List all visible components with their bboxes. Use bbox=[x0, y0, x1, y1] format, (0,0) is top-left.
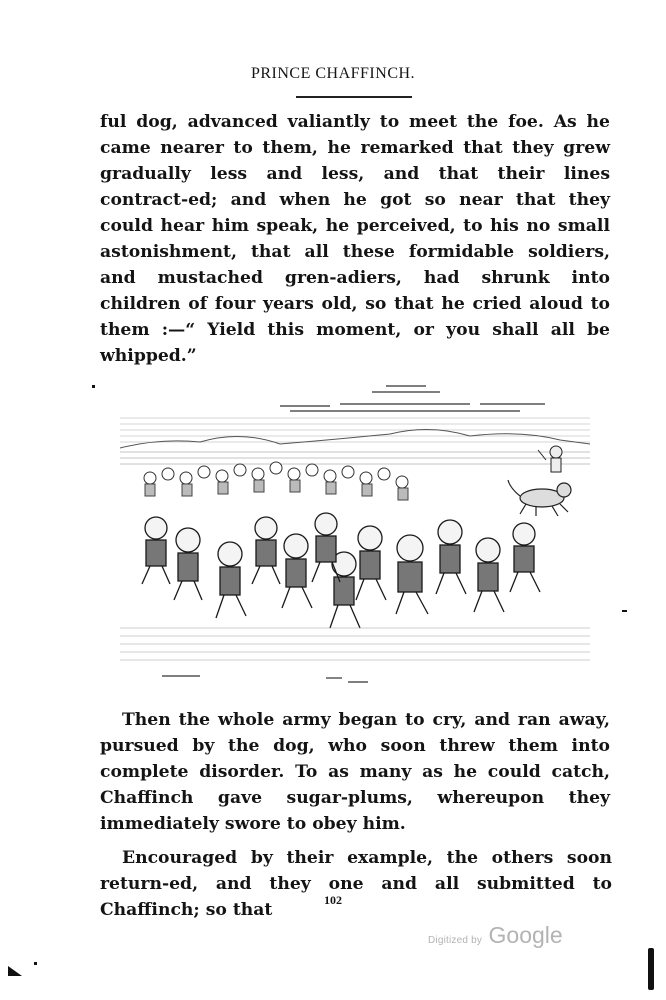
ground-hatching bbox=[120, 628, 590, 660]
page-header: PRINCE CHAFFINCH. bbox=[250, 65, 416, 82]
paragraph-3: Encouraged by their example, the others soon return-ed, and they one and all submitted to Chaffinch; so that bbox=[100, 848, 612, 920]
page-number: 102 bbox=[324, 893, 342, 907]
foreground-crowd bbox=[142, 513, 540, 628]
sky-hatching bbox=[120, 418, 590, 442]
illustration-bottom-flourish bbox=[162, 676, 368, 682]
scan-mark-left-1 bbox=[92, 385, 95, 388]
scan-mark-bottom-left-dot bbox=[34, 962, 37, 965]
illustration-top-flourish bbox=[280, 386, 545, 411]
digitized-watermark bbox=[428, 922, 563, 949]
paragraph-2: Then the whole army began to cry, and ran away, pursued by the dog, who soon threw them into complete disorder. To as many as he could catch, Chaffinch gave sugar-plums, whereupon they immediately swore to obey him. bbox=[100, 710, 610, 834]
scan-mark-bottom-left bbox=[8, 966, 22, 976]
distant-hills bbox=[120, 429, 590, 448]
watermark-prefix: Digitized by bbox=[428, 935, 483, 946]
watermark-brand: Google bbox=[488, 922, 563, 948]
scan-mark-right-1 bbox=[622, 610, 627, 612]
distant-figure bbox=[538, 446, 562, 472]
paragraph-1: ful dog, advanced valiantly to meet the foe. As he came nearer to them, he remarked that they grew gradually less and less, and that their lines contract-ed; and when he got so near that they could hear him speak, he perceived, to his no small astonishment, that all these formidable soldiers, and mustached gren-adiers, had shrunk into children of four years old, so that he cried aloud to them :—“ Yield this moment, or you shall all be whipped.” bbox=[100, 112, 610, 366]
scan-mark-bottom-right bbox=[648, 948, 654, 990]
illustration-engraving bbox=[90, 378, 610, 690]
header-rule bbox=[296, 96, 412, 98]
dog-figure bbox=[508, 480, 571, 516]
